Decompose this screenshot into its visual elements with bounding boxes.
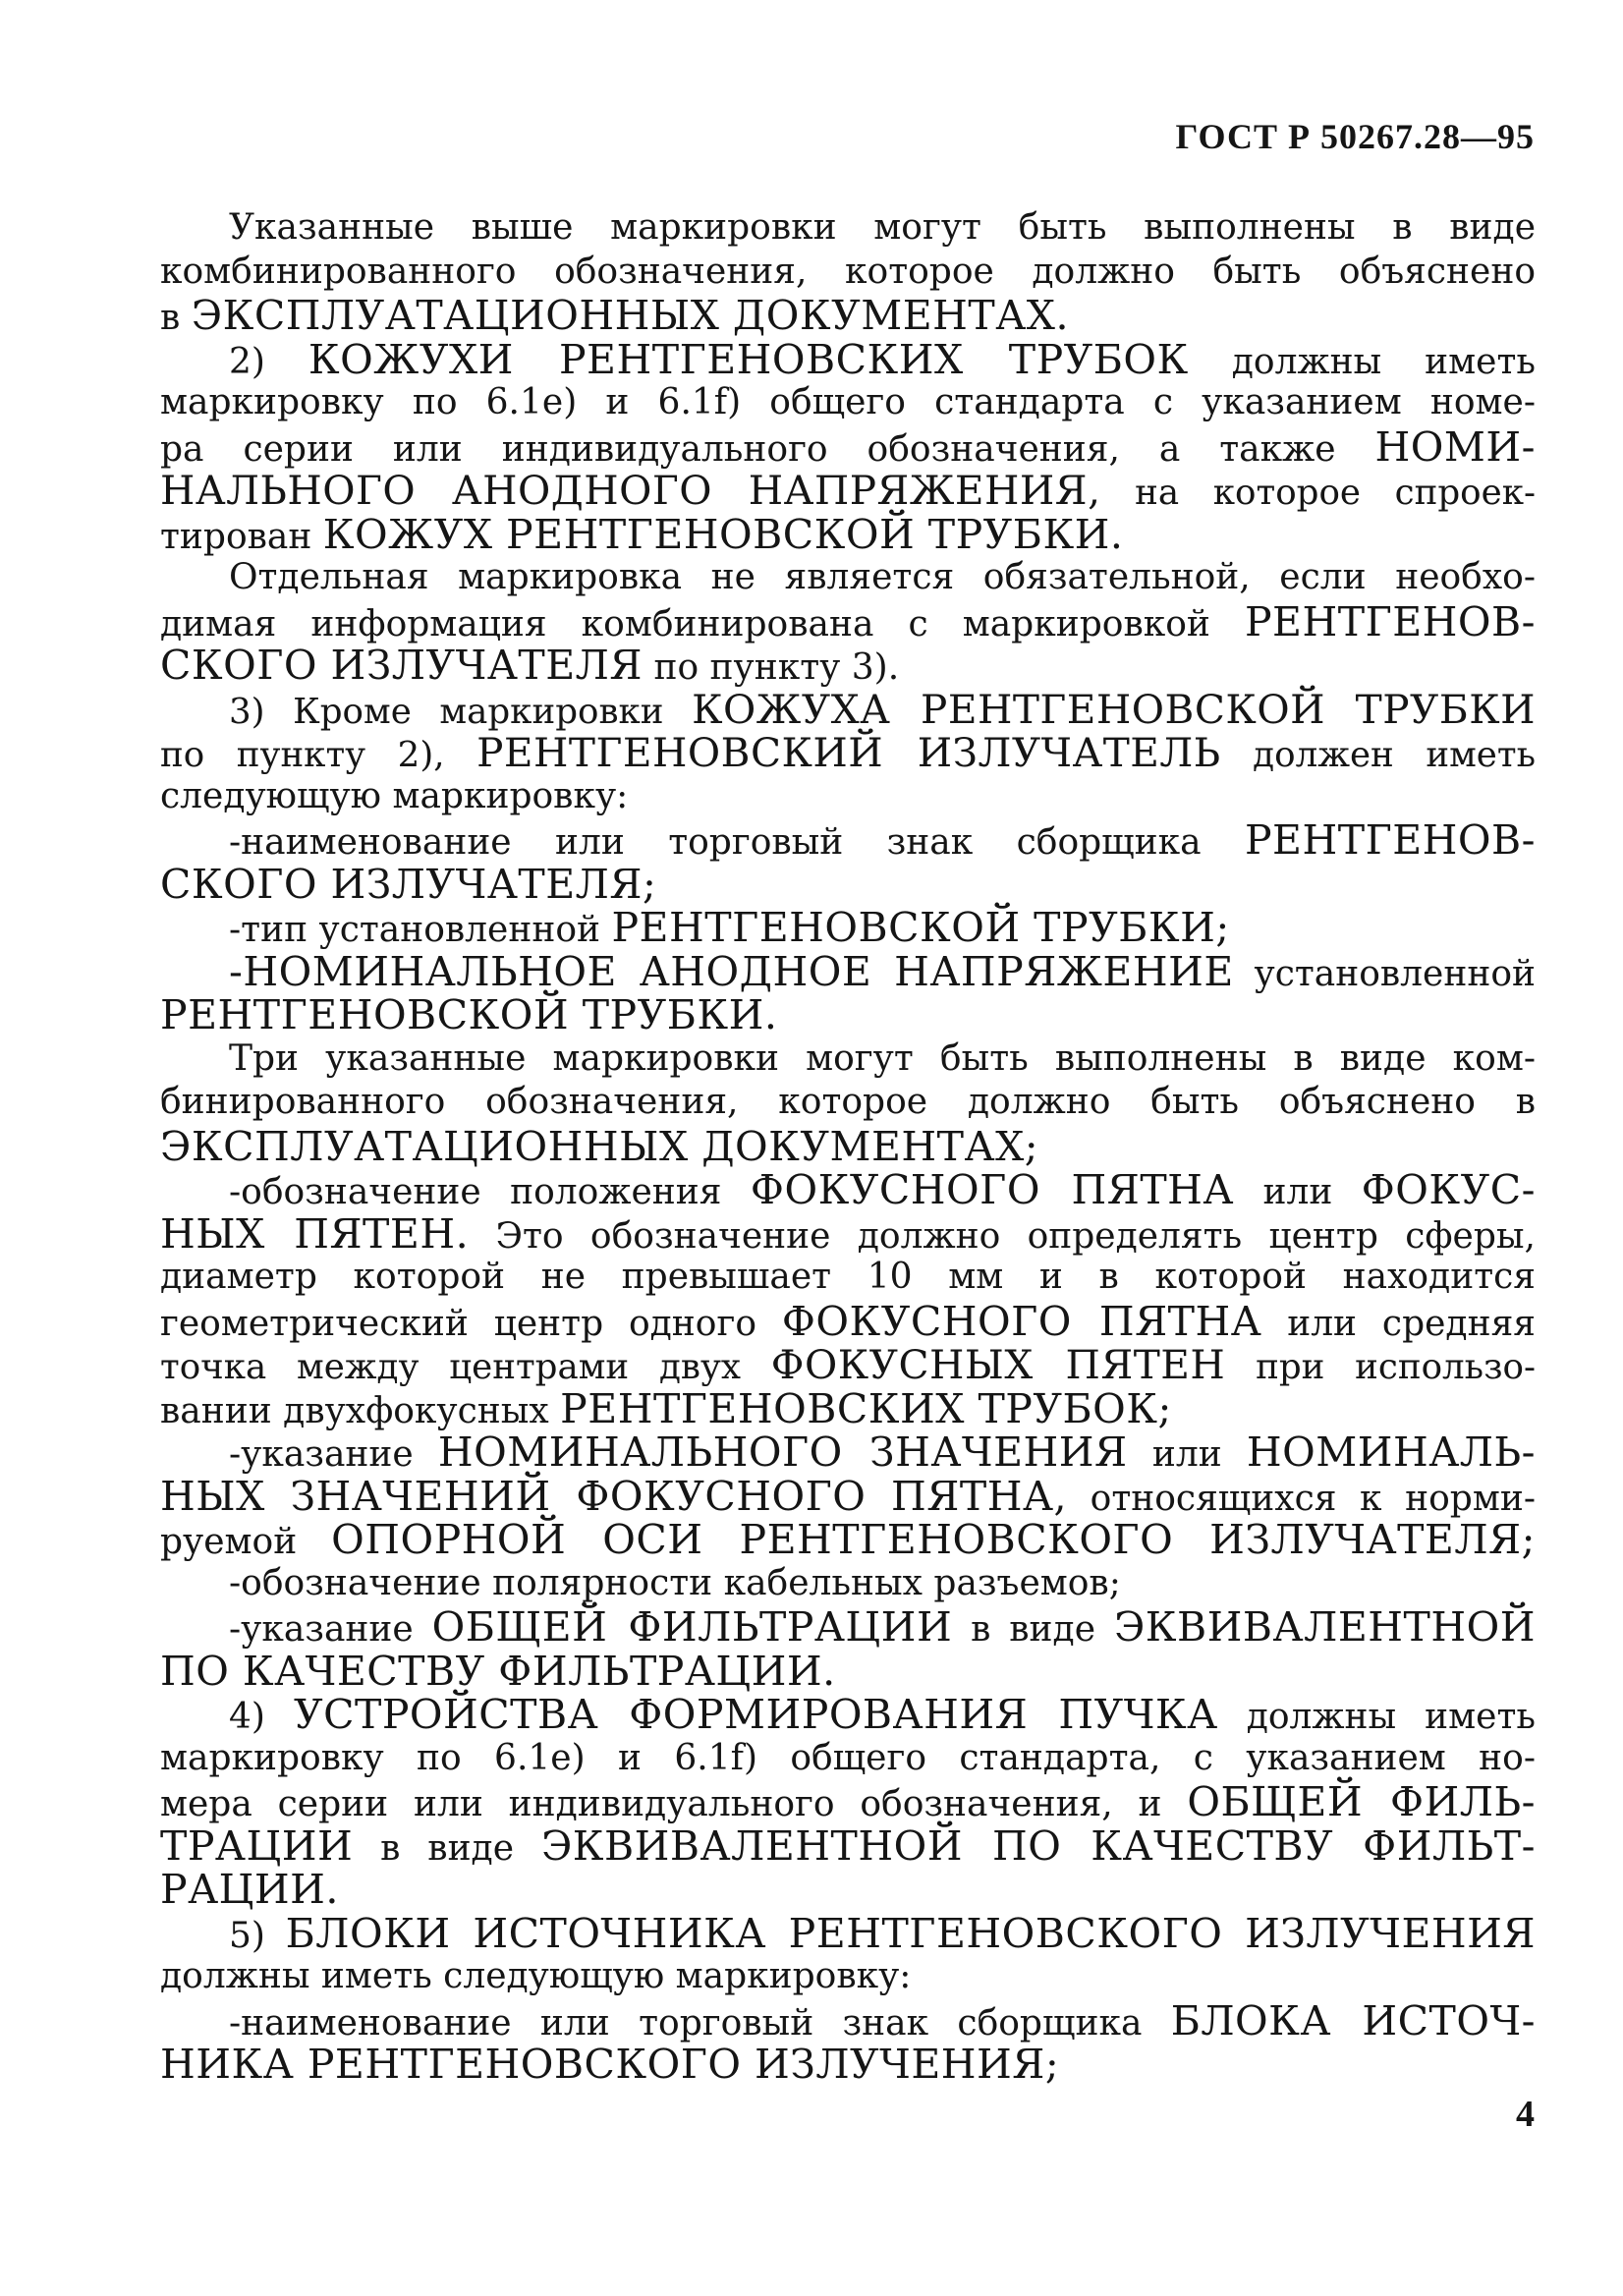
text-segment: в виде (952, 1609, 1114, 1650)
text-segment: относящихся к норми- (1067, 1478, 1536, 1519)
text-segment: при использо- (1225, 1347, 1536, 1387)
defined-term: НОМИНАЛЬНОГО ЗНАЧЕНИЯ (437, 1428, 1128, 1476)
text-segment: -обозначение положения (229, 1172, 751, 1212)
text-segment: вании двухфокусных (160, 1390, 561, 1431)
text-line (160, 1256, 1536, 1300)
text-segment: следующую маркировку: (160, 775, 629, 816)
text-line (160, 335, 1536, 383)
defined-term: КОЖУХИ РЕНТГЕНОВСКИХ ТРУБОК (308, 335, 1189, 383)
text-line (160, 469, 1536, 513)
text-segment: диаметр которой не превышает 10 мм и в которой находится (160, 1257, 1536, 1297)
defined-term: ОБЩЕЙ ФИЛЬТРАЦИИ (431, 1603, 953, 1651)
text-line (160, 422, 1536, 471)
text-segment: на которое спроек- (1100, 473, 1536, 513)
body-text (160, 206, 1536, 2087)
defined-term: НЫХ ЗНАЧЕНИЙ ФОКУСНОГО ПЯТНА, (160, 1472, 1068, 1520)
defined-term: ТРАЦИИ (160, 1821, 354, 1870)
text-line (160, 993, 1536, 1037)
text-segment: 3) Кроме маркировки (229, 691, 693, 732)
text-line (160, 1780, 1536, 1824)
text-segment: 5) (229, 1915, 286, 1956)
text-line (160, 1518, 1536, 1562)
text-segment: по пункту 3). (643, 647, 900, 688)
text-line (160, 731, 1536, 775)
text-segment: установленной (1233, 953, 1536, 994)
text-line (160, 644, 1536, 688)
text-segment: или (1127, 1434, 1247, 1475)
defined-term: РЕНТГЕНОВСКИЙ ИЗЛУЧАТЕЛЬ (476, 729, 1221, 776)
text-line (160, 1909, 1536, 1957)
text-segment: тирован (160, 516, 323, 557)
text-segment: -наименование или торговый знак сборщика (229, 2002, 1171, 2044)
defined-term: НАЛЬНОГО АНОДНОГО НАПРЯЖЕНИЯ, (160, 467, 1101, 514)
defined-term: ФОКУС- (1361, 1166, 1536, 1213)
text-line (160, 1955, 1536, 1999)
text-segment: Три указанные маркировки могут быть выполнены в виде ком- (229, 1037, 1536, 1079)
text-line (160, 947, 1536, 995)
defined-term: НЫХ ПЯТЕН. (160, 1209, 470, 1258)
text-line (160, 1168, 1536, 1212)
text-segment: -обозначение полярности кабельных разъемов; (229, 1562, 1121, 1603)
text-segment: -указание (229, 1609, 432, 1650)
defined-term: ФОКУСНЫХ ПЯТЕН (770, 1341, 1226, 1388)
defined-term: ПО КАЧЕСТВУ ФИЛЬТРАЦИИ. (160, 1647, 836, 1695)
text-line (160, 381, 1536, 425)
defined-term: БЛОКА ИСТОЧ- (1170, 1996, 1536, 2044)
text-line (160, 860, 1536, 908)
text-line (160, 1693, 1536, 1737)
defined-term: РЕНТГЕНОВСКОЙ ТРУБКИ. (160, 991, 778, 1038)
defined-term: ЭКВИВАЛЕНТНОЙ ПО КАЧЕСТВУ ФИЛЬТ- (540, 1821, 1536, 1870)
text-line (160, 1081, 1536, 1125)
text-segment: точка между центрами двух (160, 1347, 771, 1387)
text-segment: Указанные выше маркировки могут быть выполнены в виде (229, 207, 1536, 248)
defined-term: НИКА РЕНТГЕНОВСКОГО ИЗЛУЧЕНИЯ; (160, 2041, 1060, 2088)
text-line (160, 906, 1536, 950)
text-segment: должен иметь (1220, 735, 1536, 775)
text-line (160, 1384, 1536, 1432)
text-segment: или (1234, 1172, 1362, 1212)
text-segment: должны иметь (1217, 1697, 1536, 1737)
defined-term: КОЖУХ РЕНТГЕНОВСКОЙ ТРУБКИ. (322, 510, 1124, 558)
text-line (160, 1868, 1536, 1912)
text-segment: ра серии или индивидуального обозначения, а также (160, 428, 1375, 470)
defined-term: ЭКСПЛУАТАЦИОННЫХ ДОКУМЕНТАХ. (191, 292, 1070, 339)
defined-term: БЛОКИ ИСТОЧНИКА РЕНТГЕНОВСКОГО ИЗЛУЧЕНИЯ (285, 1909, 1536, 1957)
text-line (160, 1343, 1536, 1387)
text-line (160, 1209, 1536, 1258)
text-line (160, 1472, 1536, 1520)
text-segment: Это обозначение должно определять центр сферы, (469, 1215, 1536, 1257)
text-segment: -наименование или торговый знак сборщика (229, 822, 1245, 863)
page-number: 4 (1516, 2094, 1535, 2135)
text-line (160, 1996, 1536, 2044)
text-line (160, 775, 1536, 819)
defined-term: ЭКСПЛУАТАЦИОННЫХ ДОКУМЕНТАХ; (160, 1122, 1039, 1170)
defined-term: ФОКУСНОГО ПЯТНА (781, 1297, 1262, 1345)
text-line (160, 206, 1536, 251)
text-line (160, 1562, 1536, 1606)
text-segment: по пункту 2), (160, 735, 477, 775)
text-segment: или средняя (1261, 1303, 1536, 1344)
text-line (160, 1737, 1536, 1781)
defined-term: ОПОРНОЙ ОСИ РЕНТГЕНОВСКОГО ИЗЛУЧАТЕЛЯ; (331, 1516, 1536, 1563)
text-segment: должны иметь (1188, 341, 1536, 382)
defined-term: РЕНТГЕНОВСКИХ ТРУБОК; (560, 1384, 1172, 1432)
defined-term: ОБЩЕЙ ФИЛЬ- (1187, 1778, 1536, 1825)
text-line (160, 1430, 1536, 1475)
text-segment: Отдельная маркировка не является обязательной, если необхо- (229, 557, 1536, 597)
text-line (160, 818, 1536, 863)
text-line (160, 685, 1536, 733)
text-line (160, 1605, 1536, 1650)
text-segment: 4) (229, 1697, 294, 1737)
defined-term: НОМИНАЛЬ- (1246, 1428, 1536, 1476)
defined-term: КОЖУХА РЕНТГЕНОВСКОЙ ТРУБКИ (692, 685, 1536, 733)
defined-term: -НОМИНАЛЬНОЕ АНОДНОЕ НАПРЯЖЕНИЕ (229, 947, 1234, 995)
text-line (160, 294, 1536, 338)
text-segment: бинированного обозначения, которое должно быть объяснено в (160, 1082, 1536, 1122)
text-line (160, 1821, 1536, 1870)
text-segment: геометрический центр одного (160, 1303, 782, 1344)
defined-term: ФОКУСНОГО ПЯТНА (750, 1166, 1234, 1213)
text-segment: в виде (353, 1827, 541, 1869)
text-segment: димая информация комбинирована с маркировкой (160, 603, 1245, 644)
text-segment: маркировку по 6.1е) и 6.1f) общего стандарта, с указанием но- (160, 1737, 1536, 1778)
defined-term: СКОГО ИЗЛУЧАТЕЛЯ; (160, 860, 657, 908)
text-segment: -тип установленной (229, 910, 612, 950)
text-line (160, 1297, 1536, 1345)
defined-term: РАЦИИ. (160, 1866, 339, 1913)
defined-term: РЕНТГЕНОВ- (1244, 597, 1536, 645)
text-segment: маркировку по 6.1е) и 6.1f) общего стандарта с указанием номе- (160, 382, 1536, 422)
text-line (160, 1122, 1536, 1170)
text-line (160, 251, 1536, 295)
defined-term: НОМИ- (1374, 422, 1536, 471)
defined-term: УСТРОЙСТВА ФОРМИРОВАНИЯ ПУЧКА (293, 1691, 1218, 1738)
text-line (160, 510, 1536, 558)
text-segment: комбинированного обозначения, которое должно быть объяснено (160, 251, 1536, 292)
text-segment: 2) (229, 341, 308, 382)
standard-code-header: ГОСТ Р 50267.28—95 (1175, 117, 1535, 156)
defined-term: ЭКВИВАЛЕНТНОЙ (1113, 1603, 1536, 1651)
text-segment: мера серии или индивидуального обозначения, и (160, 1784, 1188, 1824)
defined-term: СКОГО ИЗЛУЧАТЕЛЯ (160, 642, 643, 689)
text-line (160, 597, 1536, 645)
defined-term: РЕНТГЕНОВСКОЙ ТРУБКИ; (611, 904, 1230, 951)
text-segment: -указание (229, 1434, 438, 1475)
text-line (160, 1647, 1536, 1695)
defined-term: РЕНТГЕНОВ- (1244, 816, 1536, 864)
text-segment: должны иметь следующую маркировку: (160, 1956, 912, 1996)
text-line (160, 1037, 1536, 1082)
text-segment: руемой (160, 1522, 332, 1562)
text-line (160, 556, 1536, 600)
text-line (160, 2043, 1536, 2087)
text-segment: в (160, 298, 192, 338)
